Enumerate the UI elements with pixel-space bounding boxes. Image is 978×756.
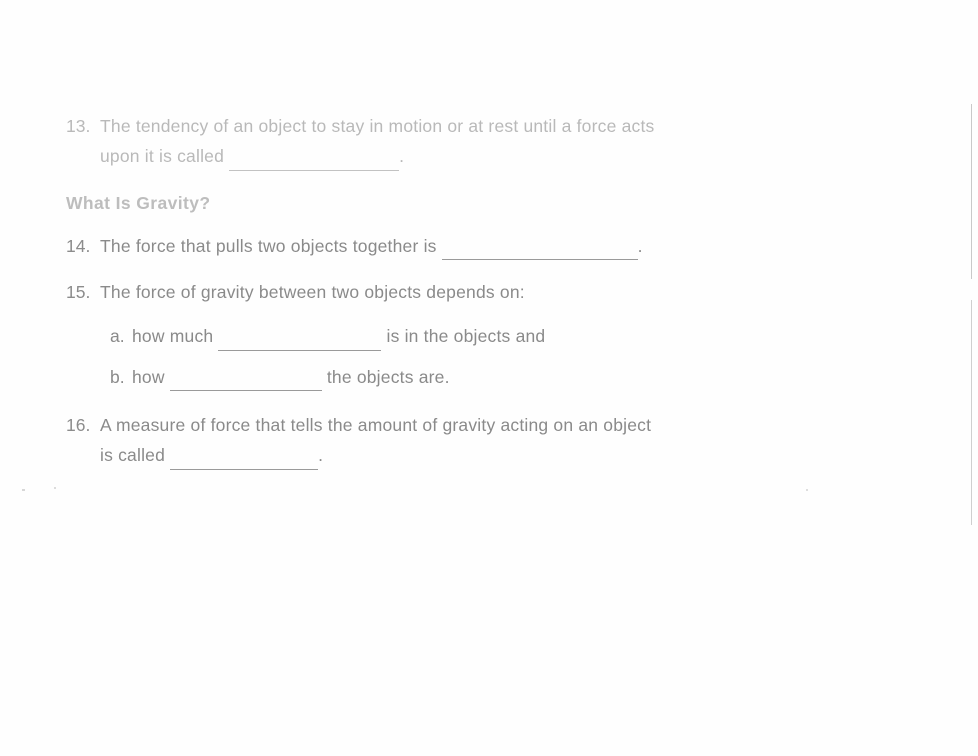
question-subitem-15b bbox=[66, 363, 906, 391]
answer-blank[interactable] bbox=[170, 373, 322, 391]
question-text bbox=[100, 112, 654, 171]
question-number: 13. bbox=[66, 116, 91, 136]
question-text bbox=[100, 411, 651, 470]
question-item-15 bbox=[66, 278, 906, 306]
question-text-before-blank: upon it is called bbox=[100, 146, 230, 167]
scan-speck bbox=[54, 487, 56, 489]
answer-blank[interactable] bbox=[229, 153, 399, 171]
worksheet-content bbox=[66, 112, 906, 480]
question-text bbox=[100, 232, 643, 260]
section-heading: What Is Gravity? bbox=[66, 192, 211, 213]
subitem-text bbox=[132, 322, 545, 350]
scan-edge-line-bottom bbox=[971, 300, 972, 525]
question-text-before-blank: The force that pulls two objects together is bbox=[100, 235, 442, 256]
question-item-14 bbox=[66, 232, 906, 260]
scan-speck bbox=[806, 489, 808, 491]
question-line-1: A measure of force that tells the amount of gravity acting on an object bbox=[100, 415, 652, 436]
question-number: 15. bbox=[66, 282, 91, 303]
subitem-text-before-blank: how much bbox=[132, 326, 219, 347]
answer-blank[interactable] bbox=[442, 242, 638, 260]
question-line-1: The tendency of an object to stay in motion or at rest until a force acts bbox=[100, 116, 655, 136]
question-item-16 bbox=[66, 411, 906, 470]
scan-edge-line-top bbox=[971, 104, 972, 279]
subitem-text-before-blank: how bbox=[132, 366, 170, 387]
question-text-after-blank: . bbox=[399, 146, 405, 167]
subitem-letter: b. bbox=[110, 366, 125, 387]
question-item-13 bbox=[66, 112, 906, 171]
scan-speck bbox=[22, 489, 25, 491]
subitem-text-after-blank: is in the objects and bbox=[381, 326, 546, 347]
subitem-text bbox=[132, 363, 450, 391]
question-line-2 bbox=[100, 441, 651, 469]
answer-blank[interactable] bbox=[218, 333, 381, 351]
question-line-2 bbox=[100, 142, 654, 170]
question-text-after-blank: . bbox=[637, 235, 643, 256]
question-text-before-blank: is called bbox=[100, 445, 171, 466]
question-text-after-blank: . bbox=[318, 445, 324, 466]
subitem-letter: a. bbox=[110, 326, 125, 347]
question-subitem-15a bbox=[66, 322, 906, 350]
subitem-text-after-blank: the objects are. bbox=[321, 366, 450, 387]
question-number: 14. bbox=[66, 235, 91, 256]
question-number: 16. bbox=[66, 415, 91, 436]
question-text: The force of gravity between two objects depends on: bbox=[100, 282, 525, 303]
answer-blank[interactable] bbox=[170, 452, 318, 470]
